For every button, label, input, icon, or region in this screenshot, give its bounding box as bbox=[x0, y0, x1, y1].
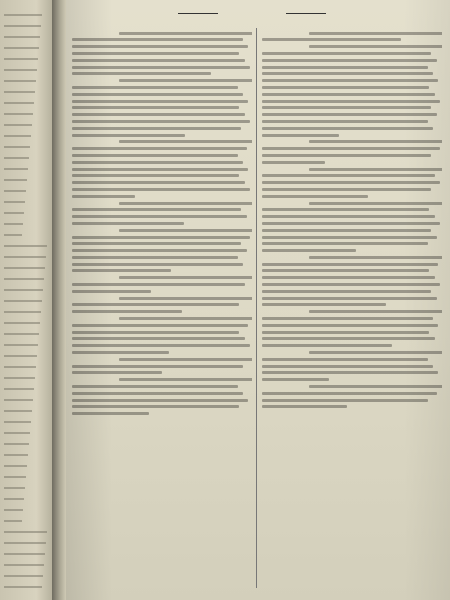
text-line-placeholder bbox=[72, 331, 239, 334]
text-line-placeholder bbox=[262, 93, 435, 96]
dictionary-entry bbox=[72, 140, 252, 197]
entry-text-lines bbox=[72, 32, 252, 76]
entry-text-lines bbox=[262, 310, 442, 347]
text-line-placeholder bbox=[262, 405, 347, 408]
text-line-placeholder bbox=[262, 66, 428, 69]
text-line-placeholder bbox=[262, 399, 428, 402]
dictionary-entry bbox=[262, 140, 442, 163]
dictionary-entry bbox=[72, 378, 252, 415]
text-line-placeholder bbox=[119, 140, 252, 143]
left-page-text-line bbox=[4, 234, 22, 236]
text-line-placeholder bbox=[262, 86, 429, 89]
left-page-text-line bbox=[4, 212, 24, 214]
text-line-placeholder bbox=[309, 140, 442, 143]
header-dash-right bbox=[286, 13, 326, 14]
left-page-text-line bbox=[4, 113, 33, 115]
text-line-placeholder bbox=[72, 38, 243, 41]
text-line-placeholder bbox=[72, 106, 239, 109]
entry-text-lines bbox=[72, 358, 252, 375]
text-line-placeholder bbox=[72, 242, 241, 245]
left-page-text-line bbox=[4, 575, 43, 577]
text-line-placeholder bbox=[72, 86, 238, 89]
text-line-placeholder bbox=[72, 365, 243, 368]
text-line-placeholder bbox=[119, 202, 252, 205]
left-page-text-line bbox=[4, 256, 46, 258]
left-page-text-line bbox=[4, 454, 28, 456]
entry-text-lines bbox=[262, 45, 442, 136]
page-header bbox=[66, 6, 450, 22]
left-page-text-line bbox=[4, 190, 26, 192]
left-page-text-line bbox=[4, 388, 34, 390]
dictionary-entry bbox=[262, 310, 442, 347]
text-line-placeholder bbox=[262, 269, 429, 272]
entry-text-lines bbox=[262, 256, 442, 307]
text-line-placeholder bbox=[119, 317, 252, 320]
left-page-text-line bbox=[4, 168, 28, 170]
left-page-text-line bbox=[4, 520, 22, 522]
text-line-placeholder bbox=[72, 113, 245, 116]
text-line-placeholder bbox=[262, 188, 431, 191]
left-page-text-line bbox=[4, 509, 23, 511]
left-page-text-line bbox=[4, 289, 43, 291]
left-page-text-line bbox=[4, 223, 23, 225]
entry-text-lines bbox=[262, 140, 442, 163]
dictionary-entry bbox=[72, 276, 252, 293]
text-line-placeholder bbox=[119, 32, 252, 35]
text-line-placeholder bbox=[72, 181, 245, 184]
text-line-placeholder bbox=[119, 79, 252, 82]
text-line-placeholder bbox=[262, 249, 356, 252]
dictionary-page bbox=[66, 0, 450, 600]
text-line-placeholder bbox=[262, 59, 437, 62]
left-column bbox=[72, 28, 252, 598]
text-line-placeholder bbox=[72, 45, 248, 48]
dictionary-entry bbox=[72, 317, 252, 354]
left-page-text-line bbox=[4, 124, 32, 126]
text-line-placeholder bbox=[262, 276, 435, 279]
left-page-text-line bbox=[4, 399, 33, 401]
left-page-text-line bbox=[4, 487, 25, 489]
left-page-text-line bbox=[4, 179, 27, 181]
left-page-text-line bbox=[4, 91, 35, 93]
left-page-text-line bbox=[4, 531, 47, 533]
entry-text-lines bbox=[72, 297, 252, 314]
text-line-placeholder bbox=[72, 392, 243, 395]
header-dash-left bbox=[178, 13, 218, 14]
text-line-placeholder bbox=[72, 290, 151, 293]
left-page-text-line bbox=[4, 322, 40, 324]
dictionary-entry bbox=[72, 358, 252, 375]
left-page-text-line bbox=[4, 476, 26, 478]
text-line-placeholder bbox=[262, 222, 440, 225]
text-line-placeholder bbox=[72, 324, 248, 327]
column-divider bbox=[256, 28, 257, 588]
text-line-placeholder bbox=[262, 242, 428, 245]
left-page-text-line bbox=[4, 377, 35, 379]
text-line-placeholder bbox=[262, 365, 433, 368]
left-page-text-line bbox=[4, 80, 36, 82]
text-line-placeholder bbox=[262, 113, 437, 116]
left-page-text-line bbox=[4, 47, 39, 49]
text-line-placeholder bbox=[262, 208, 429, 211]
entry-text-lines bbox=[72, 229, 252, 273]
left-page-text-line bbox=[4, 102, 34, 104]
text-line-placeholder bbox=[72, 100, 248, 103]
text-line-placeholder bbox=[72, 127, 241, 130]
text-line-placeholder bbox=[262, 378, 329, 381]
text-line-placeholder bbox=[72, 154, 238, 157]
text-line-placeholder bbox=[72, 337, 245, 340]
text-line-placeholder bbox=[262, 72, 433, 75]
text-line-placeholder bbox=[262, 120, 428, 123]
text-line-placeholder bbox=[309, 310, 442, 313]
text-line-placeholder bbox=[309, 351, 442, 354]
text-line-placeholder bbox=[262, 344, 392, 347]
text-line-placeholder bbox=[119, 358, 252, 361]
text-line-placeholder bbox=[72, 256, 238, 259]
text-line-placeholder bbox=[72, 161, 243, 164]
left-page-edge bbox=[0, 0, 52, 600]
left-page-text-line bbox=[4, 267, 45, 269]
text-line-placeholder bbox=[72, 168, 248, 171]
left-page-text-line bbox=[4, 542, 46, 544]
text-line-placeholder bbox=[72, 371, 162, 374]
entry-text-lines bbox=[262, 351, 442, 381]
text-line-placeholder bbox=[262, 195, 368, 198]
dictionary-entry bbox=[262, 45, 442, 136]
text-line-placeholder bbox=[262, 392, 437, 395]
dictionary-entry bbox=[262, 385, 442, 408]
entry-text-lines bbox=[72, 202, 252, 225]
left-page-text-line bbox=[4, 498, 24, 500]
text-line-placeholder bbox=[119, 229, 252, 232]
text-line-placeholder bbox=[72, 263, 243, 266]
left-page-text-line bbox=[4, 553, 45, 555]
text-line-placeholder bbox=[72, 405, 239, 408]
entry-text-lines bbox=[72, 79, 252, 136]
entry-text-lines bbox=[262, 202, 442, 253]
left-page-text-line bbox=[4, 135, 31, 137]
dictionary-entry bbox=[262, 351, 442, 381]
text-line-placeholder bbox=[262, 317, 433, 320]
text-line-placeholder bbox=[262, 331, 429, 334]
text-line-placeholder bbox=[72, 72, 211, 75]
left-page-text-line bbox=[4, 157, 29, 159]
text-line-placeholder bbox=[72, 249, 247, 252]
left-page-text-line bbox=[4, 14, 42, 16]
text-line-placeholder bbox=[119, 276, 252, 279]
dictionary-entry bbox=[72, 32, 252, 76]
left-page-text-line bbox=[4, 69, 37, 71]
text-line-placeholder bbox=[72, 52, 239, 55]
text-line-placeholder bbox=[72, 215, 247, 218]
text-line-placeholder bbox=[72, 195, 135, 198]
text-line-placeholder bbox=[262, 290, 431, 293]
left-page-text-line bbox=[4, 58, 38, 60]
text-line-placeholder bbox=[72, 269, 171, 272]
book-gutter bbox=[52, 0, 66, 600]
dictionary-entry bbox=[262, 32, 442, 42]
left-page-text-line bbox=[4, 421, 31, 423]
entry-text-lines bbox=[262, 32, 442, 42]
text-line-placeholder bbox=[72, 66, 250, 69]
text-line-placeholder bbox=[72, 236, 250, 239]
text-line-placeholder bbox=[72, 59, 245, 62]
dictionary-entry bbox=[72, 297, 252, 314]
left-page-text-line bbox=[4, 245, 47, 247]
dictionary-entry bbox=[262, 256, 442, 307]
entry-text-lines bbox=[262, 385, 442, 408]
text-line-placeholder bbox=[72, 188, 250, 191]
text-line-placeholder bbox=[309, 32, 442, 35]
dictionary-entry bbox=[72, 79, 252, 136]
left-page-text-line bbox=[4, 333, 39, 335]
text-line-placeholder bbox=[262, 38, 401, 41]
text-line-placeholder bbox=[262, 263, 438, 266]
text-line-placeholder bbox=[262, 371, 438, 374]
text-line-placeholder bbox=[262, 161, 325, 164]
text-line-placeholder bbox=[262, 337, 435, 340]
left-page-text-line bbox=[4, 146, 30, 148]
left-page-text-line bbox=[4, 278, 44, 280]
text-line-placeholder bbox=[119, 378, 252, 381]
text-line-placeholder bbox=[309, 45, 442, 48]
entry-text-lines bbox=[262, 168, 442, 198]
left-page-text-line bbox=[4, 586, 42, 588]
text-line-placeholder bbox=[119, 297, 252, 300]
text-line-placeholder bbox=[72, 399, 248, 402]
text-line-placeholder bbox=[262, 127, 433, 130]
left-page-text-line bbox=[4, 344, 38, 346]
text-line-placeholder bbox=[72, 351, 169, 354]
text-line-placeholder bbox=[72, 93, 243, 96]
text-line-placeholder bbox=[72, 385, 238, 388]
left-page-text-line bbox=[4, 564, 44, 566]
text-line-placeholder bbox=[309, 202, 442, 205]
text-line-placeholder bbox=[262, 236, 437, 239]
text-line-placeholder bbox=[262, 303, 386, 306]
text-line-placeholder bbox=[72, 120, 250, 123]
text-line-placeholder bbox=[262, 297, 437, 300]
text-line-placeholder bbox=[72, 344, 250, 347]
text-line-placeholder bbox=[309, 256, 442, 259]
dictionary-entry bbox=[262, 168, 442, 198]
text-line-placeholder bbox=[262, 134, 339, 137]
left-page-text-line bbox=[4, 443, 29, 445]
entry-text-lines bbox=[72, 317, 252, 354]
text-line-placeholder bbox=[72, 208, 241, 211]
text-line-placeholder bbox=[262, 181, 440, 184]
text-line-placeholder bbox=[262, 154, 431, 157]
left-page-text-line bbox=[4, 201, 25, 203]
text-line-placeholder bbox=[72, 412, 149, 415]
text-line-placeholder bbox=[72, 174, 239, 177]
dictionary-entry bbox=[72, 202, 252, 225]
left-page-text-line bbox=[4, 25, 41, 27]
text-line-placeholder bbox=[262, 358, 428, 361]
left-page-text-line bbox=[4, 355, 37, 357]
left-page-text-line bbox=[4, 432, 30, 434]
text-line-placeholder bbox=[262, 324, 438, 327]
text-line-placeholder bbox=[72, 303, 239, 306]
text-line-placeholder bbox=[309, 168, 442, 171]
text-line-placeholder bbox=[262, 147, 440, 150]
text-line-placeholder bbox=[262, 100, 440, 103]
text-line-placeholder bbox=[72, 283, 245, 286]
text-line-placeholder bbox=[262, 52, 431, 55]
left-page-text-line bbox=[4, 366, 36, 368]
text-line-placeholder bbox=[72, 134, 185, 137]
text-line-placeholder bbox=[262, 283, 440, 286]
text-line-placeholder bbox=[262, 215, 435, 218]
entry-text-lines bbox=[72, 140, 252, 197]
dictionary-entry bbox=[72, 229, 252, 273]
dictionary-entry bbox=[262, 202, 442, 253]
text-line-placeholder bbox=[72, 222, 184, 225]
text-line-placeholder bbox=[309, 385, 442, 388]
left-page-text-line bbox=[4, 410, 32, 412]
left-page-text-line bbox=[4, 311, 41, 313]
entry-text-lines bbox=[72, 378, 252, 415]
left-page-text-line bbox=[4, 465, 27, 467]
entry-text-lines bbox=[72, 276, 252, 293]
text-line-placeholder bbox=[72, 310, 182, 313]
text-line-placeholder bbox=[262, 229, 431, 232]
left-page-text-line bbox=[4, 300, 42, 302]
left-page-text-line bbox=[4, 36, 40, 38]
text-line-placeholder bbox=[72, 147, 247, 150]
right-column bbox=[262, 28, 442, 598]
text-line-placeholder bbox=[262, 79, 438, 82]
text-line-placeholder bbox=[262, 106, 431, 109]
text-line-placeholder bbox=[262, 174, 435, 177]
